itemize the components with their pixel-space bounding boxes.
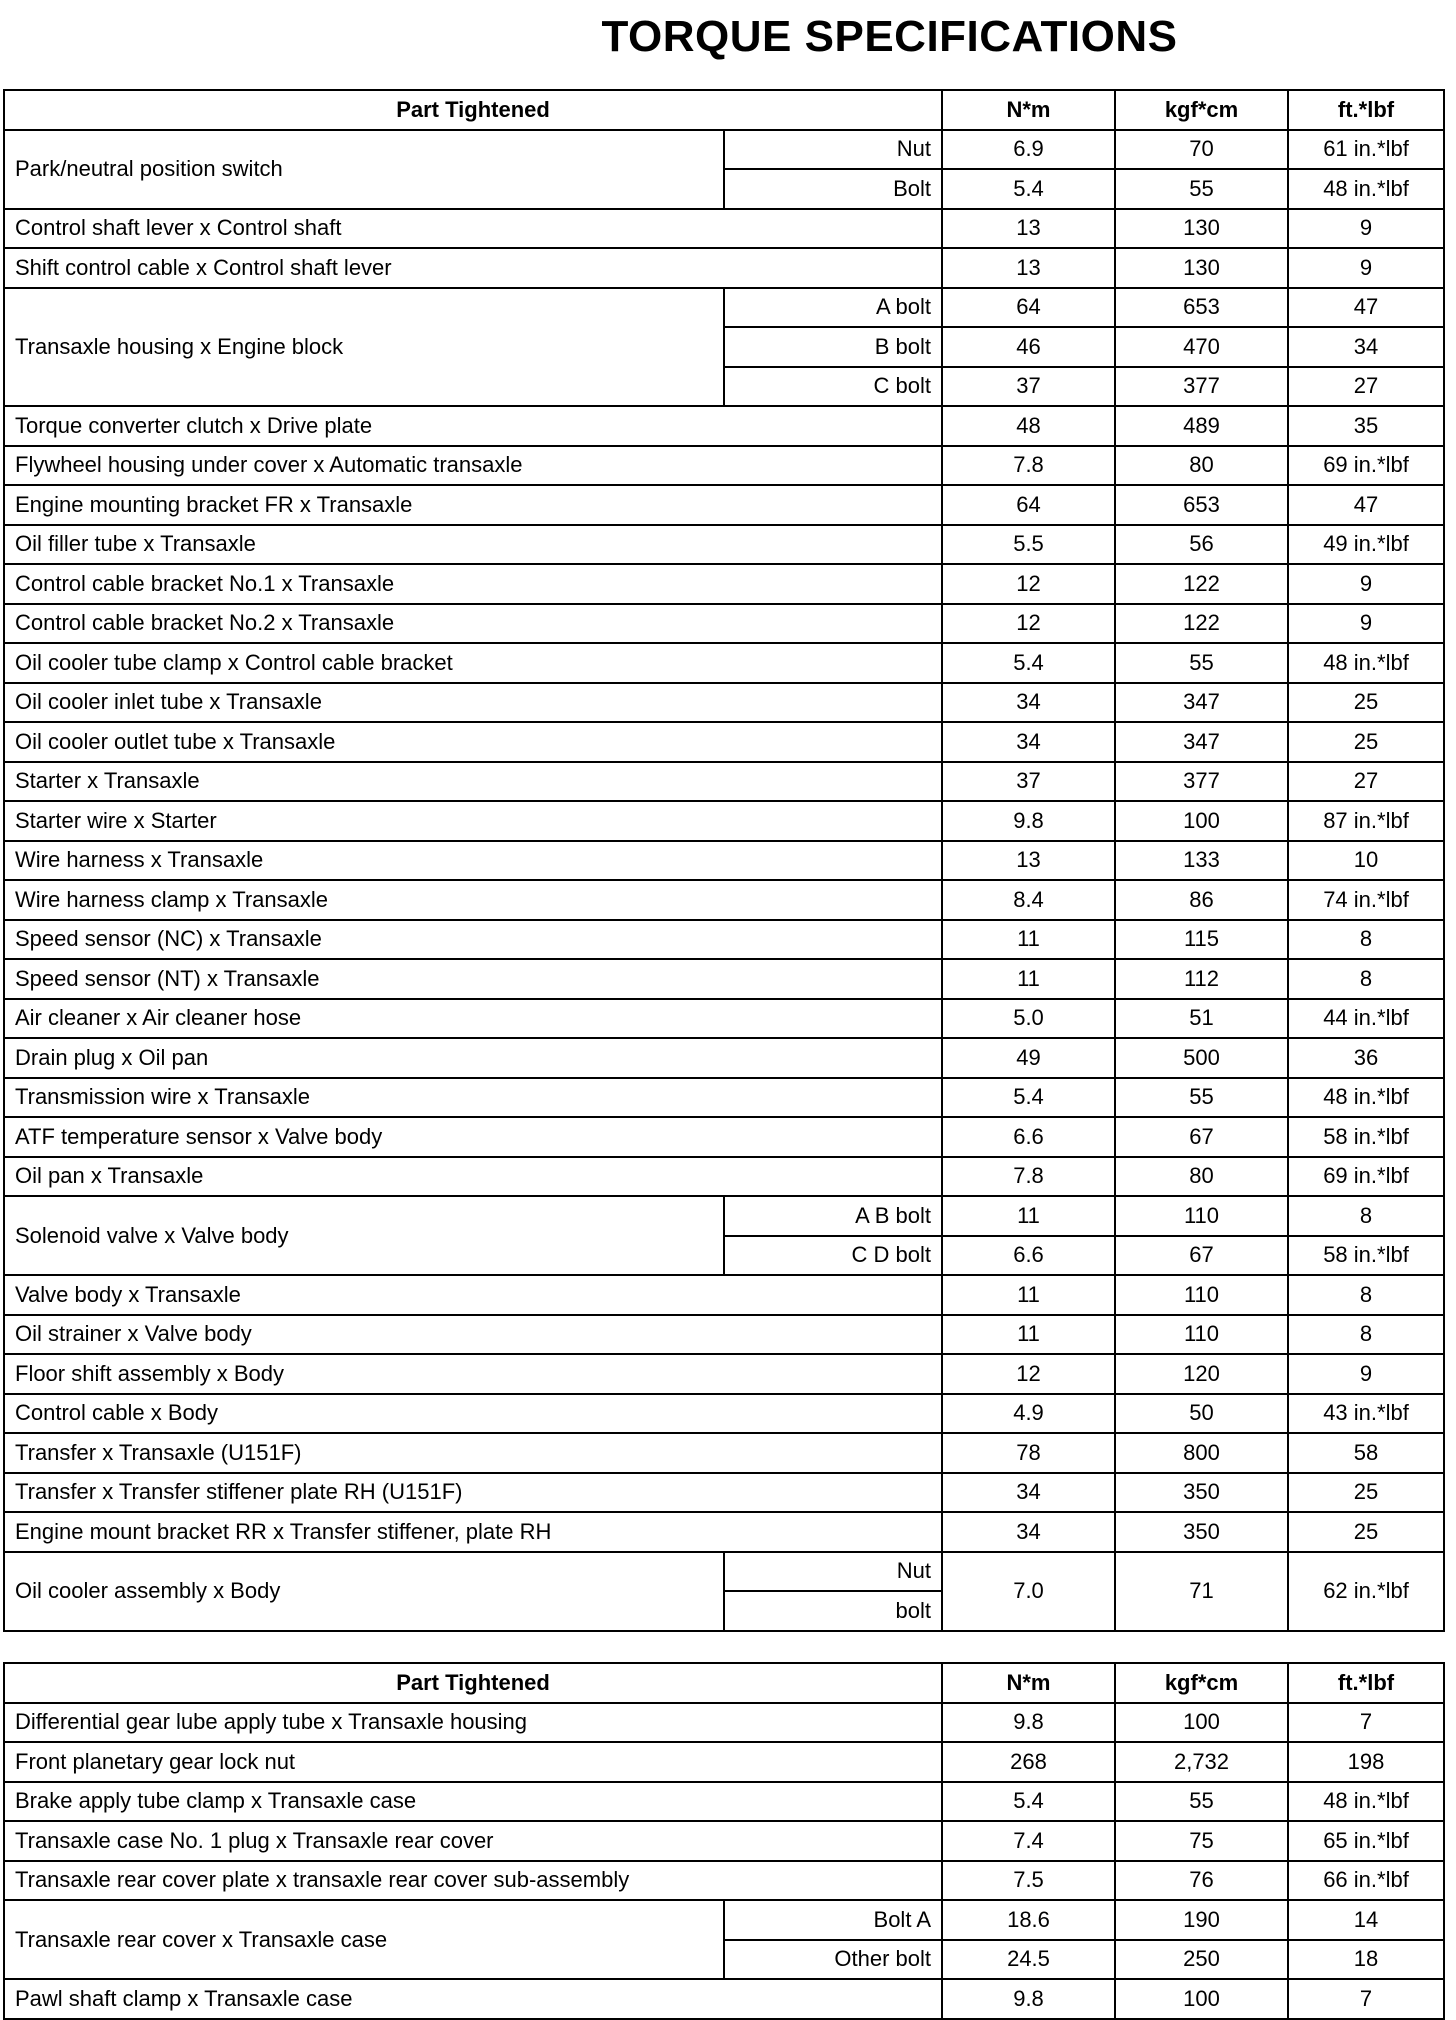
ft-cell: 8	[1288, 959, 1444, 999]
ft-cell: 10	[1288, 841, 1444, 881]
ft-cell: 198	[1288, 1742, 1444, 1782]
table-row	[4, 920, 1444, 960]
nm-cell: 5.4	[942, 1782, 1115, 1822]
part-cell: Oil cooler inlet tube x Transaxle	[4, 683, 942, 723]
kgf-cell: 489	[1115, 406, 1288, 446]
kgf-cell: 100	[1115, 801, 1288, 841]
part-cell: Valve body x Transaxle	[4, 1275, 942, 1315]
part-cell: Oil cooler assembly x Body	[4, 1552, 724, 1631]
part-cell: Torque converter clutch x Drive plate	[4, 406, 942, 446]
kgf-cell: 67	[1115, 1236, 1288, 1276]
kgf-cell: 130	[1115, 209, 1288, 249]
nm-cell: 6.6	[942, 1117, 1115, 1157]
fastener-cell: Other bolt	[724, 1940, 942, 1980]
table-row	[4, 1703, 1444, 1743]
kgf-cell: 80	[1115, 1157, 1288, 1197]
kgf-cell: 377	[1115, 367, 1288, 407]
table-row	[4, 1821, 1444, 1861]
ft-cell: 58 in.*lbf	[1288, 1236, 1444, 1276]
nm-cell: 6.6	[942, 1236, 1115, 1276]
ft-cell: 25	[1288, 683, 1444, 723]
header-nm: N*m	[942, 1663, 1115, 1703]
kgf-cell: 67	[1115, 1117, 1288, 1157]
ft-cell: 27	[1288, 367, 1444, 407]
nm-cell: 11	[942, 1315, 1115, 1355]
nm-cell: 4.9	[942, 1394, 1115, 1434]
kgf-cell: 100	[1115, 1703, 1288, 1743]
table-row	[4, 1552, 1444, 1592]
part-cell: Oil strainer x Valve body	[4, 1315, 942, 1355]
kgf-cell: 350	[1115, 1512, 1288, 1552]
part-cell: Differential gear lube apply tube x Transaxle housing	[4, 1703, 942, 1743]
kgf-cell: 50	[1115, 1394, 1288, 1434]
ft-cell: 87 in.*lbf	[1288, 801, 1444, 841]
table-row	[4, 762, 1444, 802]
table-row	[4, 1038, 1444, 1078]
nm-cell: 34	[942, 683, 1115, 723]
table-row	[4, 1979, 1444, 2019]
table-row	[4, 841, 1444, 881]
kgf-cell: 71	[1115, 1552, 1288, 1631]
kgf-cell: 110	[1115, 1315, 1288, 1355]
torque-table-2	[3, 1662, 1445, 2020]
nm-cell: 7.0	[942, 1552, 1115, 1631]
header-part-tightened: Part Tightened	[4, 1663, 942, 1703]
nm-cell: 13	[942, 248, 1115, 288]
table-row	[4, 959, 1444, 999]
table-row	[4, 130, 1444, 170]
part-cell: Starter x Transaxle	[4, 762, 942, 802]
ft-cell: 34	[1288, 327, 1444, 367]
kgf-cell: 80	[1115, 446, 1288, 486]
part-cell: Wire harness x Transaxle	[4, 841, 942, 881]
fastener-cell: Nut	[724, 130, 942, 170]
table-row	[4, 643, 1444, 683]
fastener-cell: C D bolt	[724, 1236, 942, 1276]
table-row	[4, 1900, 1444, 1940]
kgf-cell: 350	[1115, 1473, 1288, 1513]
part-cell: Control cable x Body	[4, 1394, 942, 1434]
ft-cell: 7	[1288, 1979, 1444, 2019]
table-row	[4, 1315, 1444, 1355]
kgf-cell: 347	[1115, 683, 1288, 723]
table-row	[4, 1354, 1444, 1394]
header-kgf-cm: kgf*cm	[1115, 1663, 1288, 1703]
kgf-cell: 75	[1115, 1821, 1288, 1861]
nm-cell: 9.8	[942, 1979, 1115, 2019]
part-cell: Drain plug x Oil pan	[4, 1038, 942, 1078]
ft-cell: 47	[1288, 288, 1444, 328]
part-cell: Control cable bracket No.1 x Transaxle	[4, 564, 942, 604]
part-cell: Oil cooler tube clamp x Control cable bracket	[4, 643, 942, 683]
ft-cell: 8	[1288, 920, 1444, 960]
part-cell: Oil filler tube x Transaxle	[4, 525, 942, 565]
ft-cell: 48 in.*lbf	[1288, 169, 1444, 209]
nm-cell: 11	[942, 1275, 1115, 1315]
table-row	[4, 801, 1444, 841]
ft-cell: 9	[1288, 604, 1444, 644]
nm-cell: 11	[942, 959, 1115, 999]
kgf-cell: 122	[1115, 604, 1288, 644]
nm-cell: 7.5	[942, 1861, 1115, 1901]
kgf-cell: 347	[1115, 722, 1288, 762]
kgf-cell: 100	[1115, 1979, 1288, 2019]
table-row	[4, 446, 1444, 486]
kgf-cell: 653	[1115, 485, 1288, 525]
part-cell: Floor shift assembly x Body	[4, 1354, 942, 1394]
kgf-cell: 55	[1115, 169, 1288, 209]
ft-cell: 49 in.*lbf	[1288, 525, 1444, 565]
part-cell: Transaxle rear cover plate x transaxle rear cover sub-assembly	[4, 1861, 942, 1901]
nm-cell: 48	[942, 406, 1115, 446]
table-row	[4, 683, 1444, 723]
table-row	[4, 1433, 1444, 1473]
ft-cell: 8	[1288, 1315, 1444, 1355]
table-row	[4, 1196, 1444, 1236]
nm-cell: 9.8	[942, 801, 1115, 841]
nm-cell: 49	[942, 1038, 1115, 1078]
nm-cell: 5.4	[942, 643, 1115, 683]
part-cell: Park/neutral position switch	[4, 130, 724, 209]
ft-cell: 69 in.*lbf	[1288, 1157, 1444, 1197]
part-cell: Speed sensor (NT) x Transaxle	[4, 959, 942, 999]
ft-cell: 48 in.*lbf	[1288, 1078, 1444, 1118]
header-ft-lbf: ft.*lbf	[1288, 1663, 1444, 1703]
table-row	[4, 1117, 1444, 1157]
ft-cell: 66 in.*lbf	[1288, 1861, 1444, 1901]
kgf-cell: 377	[1115, 762, 1288, 802]
nm-cell: 11	[942, 1196, 1115, 1236]
nm-cell: 11	[942, 920, 1115, 960]
table-row	[4, 564, 1444, 604]
nm-cell: 64	[942, 485, 1115, 525]
ft-cell: 9	[1288, 248, 1444, 288]
nm-cell: 5.4	[942, 1078, 1115, 1118]
ft-cell: 8	[1288, 1275, 1444, 1315]
table-row	[4, 1861, 1444, 1901]
ft-cell: 58	[1288, 1433, 1444, 1473]
nm-cell: 46	[942, 327, 1115, 367]
table-row	[4, 999, 1444, 1039]
part-cell: Transfer x Transfer stiffener plate RH (U151F)	[4, 1473, 942, 1513]
fastener-cell: B bolt	[724, 327, 942, 367]
fastener-cell: A bolt	[724, 288, 942, 328]
nm-cell: 34	[942, 722, 1115, 762]
ft-cell: 7	[1288, 1703, 1444, 1743]
kgf-cell: 51	[1115, 999, 1288, 1039]
ft-cell: 47	[1288, 485, 1444, 525]
kgf-cell: 500	[1115, 1038, 1288, 1078]
ft-cell: 35	[1288, 406, 1444, 446]
nm-cell: 37	[942, 367, 1115, 407]
ft-cell: 8	[1288, 1196, 1444, 1236]
nm-cell: 268	[942, 1742, 1115, 1782]
part-cell: Transfer x Transaxle (U151F)	[4, 1433, 942, 1473]
kgf-cell: 800	[1115, 1433, 1288, 1473]
kgf-cell: 86	[1115, 880, 1288, 920]
ft-cell: 14	[1288, 1900, 1444, 1940]
table-row	[4, 880, 1444, 920]
ft-cell: 48 in.*lbf	[1288, 1782, 1444, 1822]
nm-cell: 37	[942, 762, 1115, 802]
nm-cell: 24.5	[942, 1940, 1115, 1980]
ft-cell: 65 in.*lbf	[1288, 1821, 1444, 1861]
ft-cell: 44 in.*lbf	[1288, 999, 1444, 1039]
fastener-cell: A B bolt	[724, 1196, 942, 1236]
nm-cell: 12	[942, 1354, 1115, 1394]
header-part-tightened: Part Tightened	[4, 90, 942, 130]
table-row	[4, 1782, 1444, 1822]
table-row	[4, 209, 1444, 249]
ft-cell: 69 in.*lbf	[1288, 446, 1444, 486]
kgf-cell: 2,732	[1115, 1742, 1288, 1782]
ft-cell: 62 in.*lbf	[1288, 1552, 1444, 1631]
nm-cell: 5.4	[942, 169, 1115, 209]
ft-cell: 58 in.*lbf	[1288, 1117, 1444, 1157]
kgf-cell: 115	[1115, 920, 1288, 960]
ft-cell: 43 in.*lbf	[1288, 1394, 1444, 1434]
part-cell: Control shaft lever x Control shaft	[4, 209, 942, 249]
table-row	[4, 1275, 1444, 1315]
nm-cell: 7.8	[942, 1157, 1115, 1197]
nm-cell: 13	[942, 209, 1115, 249]
kgf-cell: 250	[1115, 1940, 1288, 1980]
header-kgf-cm: kgf*cm	[1115, 90, 1288, 130]
part-cell: Oil pan x Transaxle	[4, 1157, 942, 1197]
part-cell: Transaxle housing x Engine block	[4, 288, 724, 407]
table-row	[4, 722, 1444, 762]
ft-cell: 74 in.*lbf	[1288, 880, 1444, 920]
nm-cell: 78	[942, 1433, 1115, 1473]
part-cell: ATF temperature sensor x Valve body	[4, 1117, 942, 1157]
nm-cell: 5.5	[942, 525, 1115, 565]
part-cell: Solenoid valve x Valve body	[4, 1196, 724, 1275]
torque-table-1	[3, 89, 1445, 1632]
part-cell: Engine mount bracket RR x Transfer stiffener, plate RH	[4, 1512, 942, 1552]
ft-cell: 61 in.*lbf	[1288, 130, 1444, 170]
table-row	[4, 1078, 1444, 1118]
table-row	[4, 406, 1444, 446]
header-row	[4, 90, 1444, 130]
kgf-cell: 55	[1115, 1782, 1288, 1822]
part-cell: Brake apply tube clamp x Transaxle case	[4, 1782, 942, 1822]
part-cell: Transaxle rear cover x Transaxle case	[4, 1900, 724, 1979]
header-row	[4, 1663, 1444, 1703]
nm-cell: 34	[942, 1473, 1115, 1513]
fastener-cell: Nut	[724, 1552, 942, 1592]
part-cell: Wire harness clamp x Transaxle	[4, 880, 942, 920]
kgf-cell: 70	[1115, 130, 1288, 170]
header-nm: N*m	[942, 90, 1115, 130]
kgf-cell: 76	[1115, 1861, 1288, 1901]
fastener-cell: Bolt	[724, 169, 942, 209]
kgf-cell: 110	[1115, 1275, 1288, 1315]
kgf-cell: 120	[1115, 1354, 1288, 1394]
table-row	[4, 1742, 1444, 1782]
kgf-cell: 56	[1115, 525, 1288, 565]
fastener-cell: bolt	[724, 1591, 942, 1631]
page-title: TORQUE SPECIFICATIONS	[601, 12, 1178, 61]
ft-cell: 48 in.*lbf	[1288, 643, 1444, 683]
part-cell: Flywheel housing under cover x Automatic transaxle	[4, 446, 942, 486]
part-cell: Engine mounting bracket FR x Transaxle	[4, 485, 942, 525]
nm-cell: 64	[942, 288, 1115, 328]
ft-cell: 9	[1288, 209, 1444, 249]
header-ft-lbf: ft.*lbf	[1288, 90, 1444, 130]
ft-cell: 25	[1288, 722, 1444, 762]
table-row	[4, 1473, 1444, 1513]
nm-cell: 6.9	[942, 130, 1115, 170]
part-cell: Transaxle case No. 1 plug x Transaxle rear cover	[4, 1821, 942, 1861]
table-row	[4, 248, 1444, 288]
nm-cell: 12	[942, 604, 1115, 644]
kgf-cell: 133	[1115, 841, 1288, 881]
part-cell: Starter wire x Starter	[4, 801, 942, 841]
table-row	[4, 1157, 1444, 1197]
ft-cell: 9	[1288, 1354, 1444, 1394]
part-cell: Pawl shaft clamp x Transaxle case	[4, 1979, 942, 2019]
kgf-cell: 190	[1115, 1900, 1288, 1940]
nm-cell: 7.8	[942, 446, 1115, 486]
ft-cell: 25	[1288, 1473, 1444, 1513]
table-row	[4, 1512, 1444, 1552]
nm-cell: 5.0	[942, 999, 1115, 1039]
ft-cell: 9	[1288, 564, 1444, 604]
fastener-cell: Bolt A	[724, 1900, 942, 1940]
part-cell: Front planetary gear lock nut	[4, 1742, 942, 1782]
table-row	[4, 604, 1444, 644]
kgf-cell: 470	[1115, 327, 1288, 367]
table-row	[4, 1394, 1444, 1434]
ft-cell: 18	[1288, 1940, 1444, 1980]
kgf-cell: 55	[1115, 1078, 1288, 1118]
kgf-cell: 112	[1115, 959, 1288, 999]
ft-cell: 25	[1288, 1512, 1444, 1552]
table-row	[4, 525, 1444, 565]
nm-cell: 13	[942, 841, 1115, 881]
part-cell: Air cleaner x Air cleaner hose	[4, 999, 942, 1039]
table-row	[4, 485, 1444, 525]
part-cell: Shift control cable x Control shaft lever	[4, 248, 942, 288]
ft-cell: 36	[1288, 1038, 1444, 1078]
kgf-cell: 653	[1115, 288, 1288, 328]
nm-cell: 7.4	[942, 1821, 1115, 1861]
part-cell: Transmission wire x Transaxle	[4, 1078, 942, 1118]
nm-cell: 9.8	[942, 1703, 1115, 1743]
nm-cell: 18.6	[942, 1900, 1115, 1940]
kgf-cell: 110	[1115, 1196, 1288, 1236]
nm-cell: 12	[942, 564, 1115, 604]
kgf-cell: 130	[1115, 248, 1288, 288]
table-row	[4, 288, 1444, 328]
part-cell: Oil cooler outlet tube x Transaxle	[4, 722, 942, 762]
kgf-cell: 122	[1115, 564, 1288, 604]
fastener-cell: C bolt	[724, 367, 942, 407]
nm-cell: 8.4	[942, 880, 1115, 920]
nm-cell: 34	[942, 1512, 1115, 1552]
part-cell: Speed sensor (NC) x Transaxle	[4, 920, 942, 960]
ft-cell: 27	[1288, 762, 1444, 802]
kgf-cell: 55	[1115, 643, 1288, 683]
part-cell: Control cable bracket No.2 x Transaxle	[4, 604, 942, 644]
